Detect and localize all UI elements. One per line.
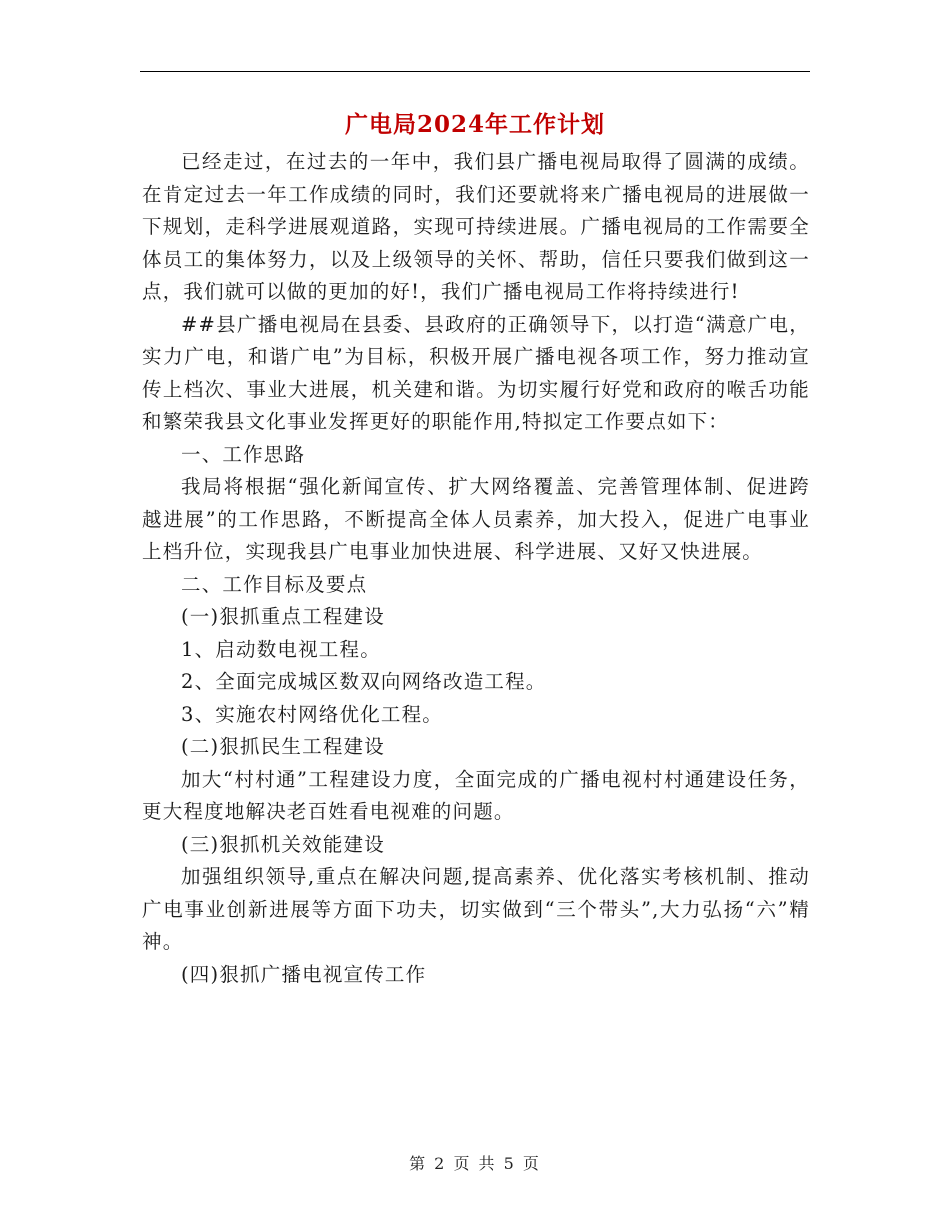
section-heading: 一、工作思路	[181, 442, 306, 466]
list-item: 3、实施农村网络优化工程。	[181, 702, 444, 726]
document-title: 广电局2024年工作计划	[344, 111, 605, 138]
subsection-heading: (一)狠抓重点工程建设	[181, 605, 385, 628]
paragraph: 我局将根据“强化新闻宣传、扩大网络覆盖、完善管理体制、促进跨越进展”的工作思路，不断提高全体人员素养，加大投入，促进广电事业上档升位，实现我县广电事业加快进展、科学进展、又好又快进展。	[142, 475, 810, 563]
list-item: 2、全面完成城区数双向网络改造工程。	[181, 670, 547, 693]
subsection-heading: (四)狠抓广播电视宣传工作	[181, 962, 427, 986]
paragraph: ##县广播电视局在县委、县政府的正确领导下，以打造“满意广电，实力广电，和谐广电”为目标，积极开展广播电视各项工作，努力推动宣传上档次、事业大进展，机关建和谐。为切实履行好党和政府的喉舌功能和繁荣我县文化事业发挥更好的职能作用,特拟定工作要点如下：	[142, 312, 810, 433]
document-body	[142, 146, 810, 991]
paragraph: 加大“村村通”工程建设力度，全面完成的广播电视村村通建设任务，更大程度地解决老百姓看电视难的问题。	[142, 767, 810, 823]
section-heading: 二、工作目标及要点	[181, 572, 368, 596]
paragraph: 已经走过，在过去的一年中，我们县广播电视局取得了圆满的成绩。在肯定过去一年工作成绩的同时，我们还要就将来广播电视局的进展做一下规划，走科学进展观道路，实现可持续进展。广播电视局的工作需要全体员工的集体努力，以及上级领导的关怀、帮助，信任只要我们做到这一点，我们就可以做的更加的好!，我们广播电视局工作将持续进行!	[142, 150, 810, 303]
page-number: 第 2 页 共 5 页	[409, 1154, 541, 1173]
paragraph: 加强组织领导,重点在解决问题,提高素养、优化落实考核机制、推动广电事业创新进展等方面下功夫，切实做到“三个带头”,大力弘扬“六”精神。	[142, 865, 810, 953]
header-rule	[140, 71, 810, 72]
list-item: 1、启动数电视工程。	[181, 637, 381, 661]
subsection-heading: (三)狠抓机关效能建设	[181, 832, 385, 856]
subsection-heading: (二)狠抓民生工程建设	[181, 735, 385, 758]
